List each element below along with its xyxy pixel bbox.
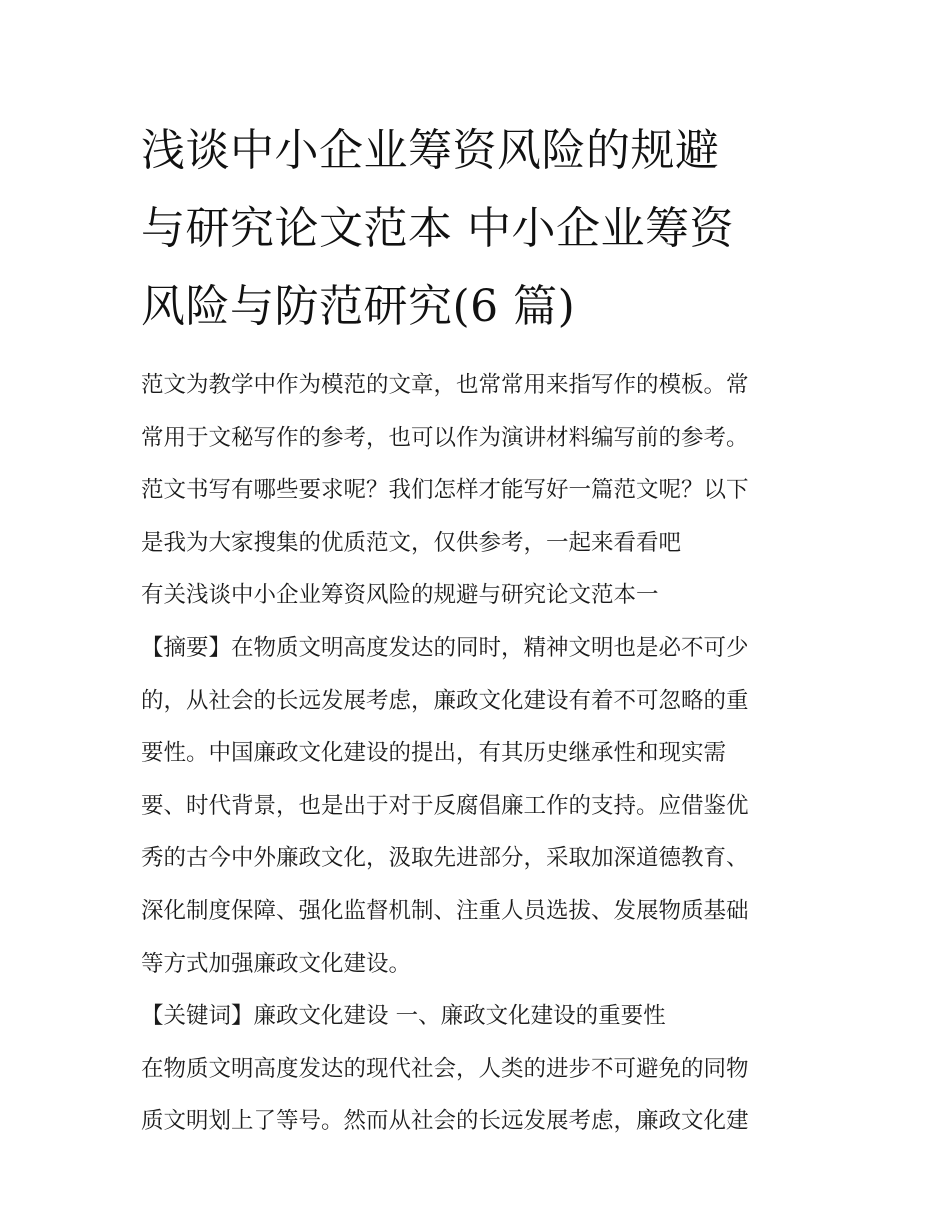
abstract-line: 【摘要】在物质文明高度发达的同时，精神文明也是必不可少: [141, 634, 749, 661]
title-line: 浅谈中小企业筹资风险的规避: [141, 125, 720, 176]
body-line: 范文书写有哪些要求呢？我们怎样才能写好一篇范文呢？以下: [141, 477, 749, 504]
abstract-line: 要、时代背景，也是出于对于反腐倡廉工作的支持。应借鉴优: [141, 792, 749, 819]
title-line: 与研究论文范本 中小企业筹资: [141, 203, 734, 254]
abstract-line: 要性。中国廉政文化建设的提出，有其历史继承性和现实需: [141, 740, 727, 767]
body-line: 范文为教学中作为模范的文章，也常常用来指写作的模板。常: [141, 372, 749, 398]
title-line: 风险与防范研究(6 篇): [141, 281, 576, 332]
abstract-line: 等方式加强廉政文化建设。: [141, 950, 412, 977]
body-line: 质文明划上了等号。然而从社会的长远发展考虑，廉政文化建: [141, 1108, 749, 1135]
body-line: 常用于文秘写作的参考，也可以作为演讲材料编写前的参考。: [141, 424, 749, 451]
body-line: 是我为大家搜集的优质范文，仅供参考，一起来看看吧: [141, 529, 682, 556]
abstract-line: 的，从社会的长远发展考虑，廉政文化建设有着不可忽略的重: [141, 687, 749, 714]
keywords-line: 【关键词】廉政文化建设 一、廉政文化建设的重要性: [141, 1003, 666, 1030]
document-page: [141, 112, 813, 1148]
abstract-line: 秀的古今中外廉政文化，汲取先进部分，采取加深道德教育、: [141, 845, 749, 872]
abstract-line: 深化制度保障、强化监督机制、注重人员选拔、发展物质基础: [141, 897, 749, 924]
document-title: [141, 112, 813, 346]
body-line: 在物质文明高度发达的现代社会，人类的进步不可避免的同物: [141, 1055, 749, 1082]
document-body: [141, 359, 813, 1148]
section-heading: 有关浅谈中小企业筹资风险的规避与研究论文范本一: [141, 582, 659, 609]
